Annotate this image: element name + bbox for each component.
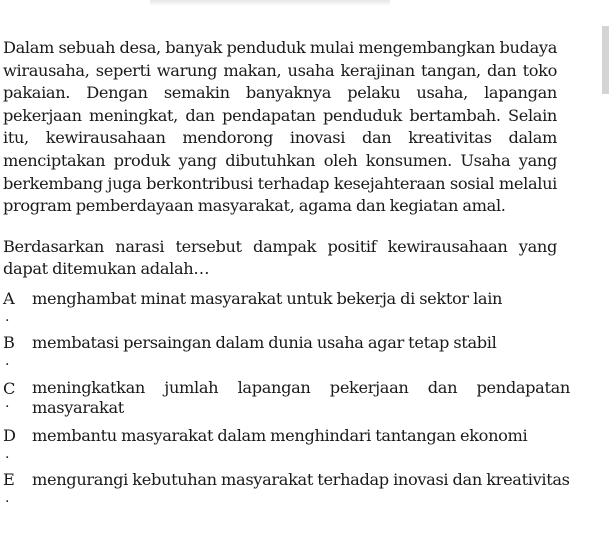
option-c-letter (3, 378, 32, 411)
passage-text: Dalam sebuah desa, banyak penduduk mulai mengembangkan budaya wirausaha, seperti warung makan, usaha kerajinan tangan, dan toko pakaian. Dengan semakin banyaknya pelaku usaha, lapangan pekerjaan meningkat, dan pendapatan penduduk bertambah. Selain itu, kewirausahaan mendorong inovasi dan kreativitas dalam menciptakan produk yang dibutuhkan oleh konsumen. Usaha yang berkembang juga berkontribusi terhadap kesejahteraan sosial melalui program pemberdayaan masyarakat, agama dan kegiatan amal. (3, 38, 557, 216)
option-a-letter (3, 288, 32, 325)
option-a-dot: . (5, 309, 10, 325)
option-e-letter (3, 469, 32, 506)
option-d-letter (3, 425, 32, 462)
option-d-text: membantu masyarakat dalam menghindari tantangan ekonomi (32, 426, 528, 445)
option-a-letter-text: A (3, 289, 15, 308)
option-e-dot: . (5, 490, 10, 506)
question-text: Berdasarkan narasi tersebut dampak positif kewirausahaan yang dapat ditemukan adalah… (3, 236, 557, 279)
option-c-dot: . (5, 395, 10, 411)
scrollbar[interactable] (599, 0, 609, 553)
option-e[interactable] (3, 469, 570, 513)
option-b[interactable] (3, 332, 570, 376)
option-d[interactable] (3, 425, 570, 469)
option-b-letter-text: B (3, 333, 15, 352)
option-d-letter-text: D (3, 426, 16, 445)
option-b-text: membatasi persaingan dalam dunia usaha agar tetap stabil (32, 333, 497, 352)
option-c-letter-text: C (3, 379, 16, 398)
question-content (3, 37, 557, 281)
option-e-letter-text: E (3, 470, 15, 489)
option-e-text: mengurangi kebutuhan masyarakat terhadap inovasi dan kreativitas (32, 470, 570, 489)
option-d-dot: . (5, 446, 10, 462)
answer-options (3, 288, 570, 513)
scrollbar-thumb[interactable] (602, 26, 609, 94)
option-a-text: menghambat minat masyarakat untuk bekerja di sektor lain (32, 289, 503, 308)
top-shadow (150, 0, 390, 6)
option-b-letter (3, 332, 32, 369)
option-c[interactable] (3, 378, 570, 425)
option-b-dot: . (5, 353, 10, 369)
option-c-text: meningkatkan jumlah lapangan pekerjaan dan pendapatan masyarakat (32, 378, 570, 417)
option-a[interactable] (3, 288, 570, 332)
